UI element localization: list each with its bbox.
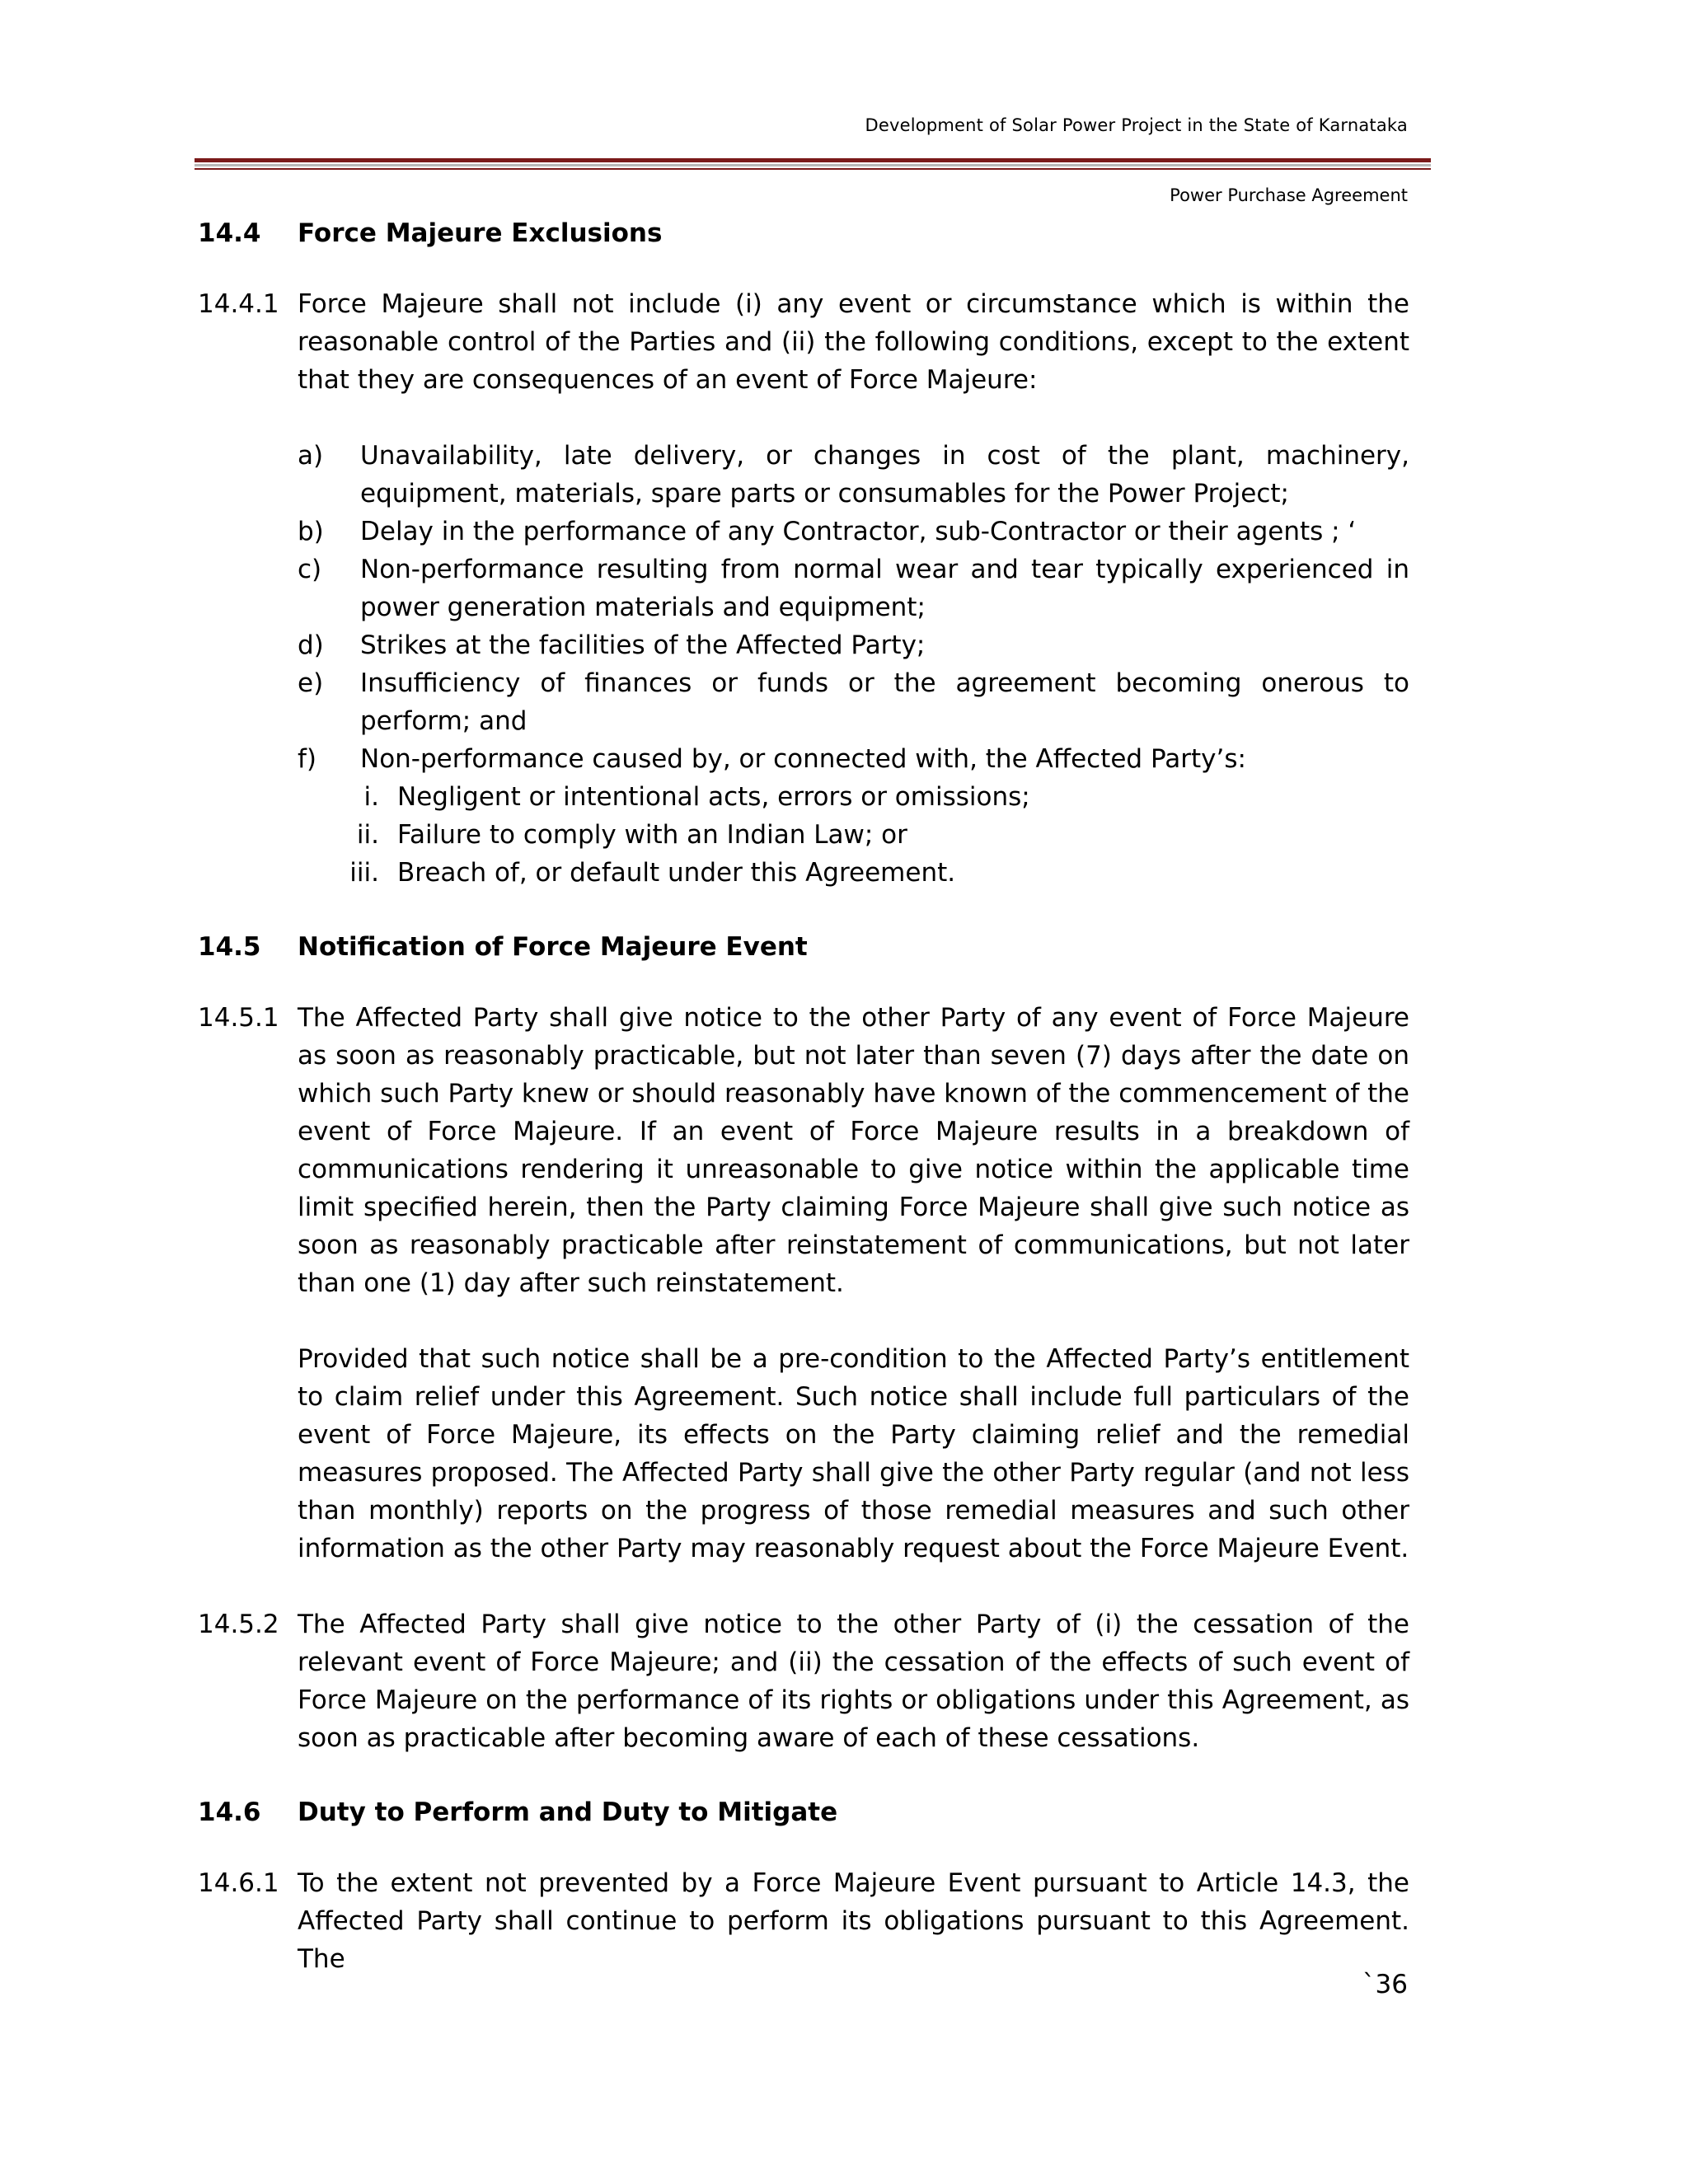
section-number: 14.6 xyxy=(198,1797,261,1827)
sublist-marker: iii. xyxy=(349,858,379,888)
list-item-a xyxy=(298,437,1409,513)
list-marker: a) xyxy=(298,441,324,471)
document-body xyxy=(198,214,1409,1978)
exclusions-list xyxy=(298,437,1409,892)
list-item-text: Non-performance resulting from normal wear and tear typically experienced in power generation materials and equipment; xyxy=(360,555,1409,622)
clause-text: To the extent not prevented by a Force Majeure Event pursuant to Article 14.3, the Affected Party shall continue to perform its obligations pursuant to this Agreement. The xyxy=(298,1868,1409,1974)
list-item-text: Insufficiency of finances or funds or the agreement becoming onerous to perform; and xyxy=(360,668,1409,736)
header-rule-middle xyxy=(195,164,1431,166)
clause-text: The Affected Party shall give notice to the other Party of any event of Force Majeure as soon as reasonably practicable, but not later than seven (7) days after the date on which such Party knew or should reasonably have known of the commencement of the event of Force Majeure. If an event of Force Majeure results in a breakdown of communications rendering it unreasonable to give notice within the applicable time limit specified herein, then the Party claiming Force Majeure shall give such notice as soon as reasonably practicable after reinstatement of communications, but not later than one (1) day after such reinstatement. xyxy=(298,1003,1409,1298)
clause-text: Force Majeure shall not include (i) any event or circumstance which is within the reasonable control of the Parties and (ii) the following conditions, except to the extent that they are consequences of an event of Force Majeure: xyxy=(298,289,1409,395)
clause-14-6-1 xyxy=(198,1864,1409,1978)
list-item-e xyxy=(298,664,1409,740)
clause-14-4-1 xyxy=(198,285,1409,399)
clause-14-5-2 xyxy=(198,1605,1409,1757)
clause-number: 14.5.2 xyxy=(198,1610,279,1639)
list-item-c xyxy=(298,551,1409,626)
list-item-text: Non-performance caused by, or connected with, the Affected Party’s: xyxy=(360,744,1246,774)
section-title: Duty to Perform and Duty to Mitigate xyxy=(298,1797,838,1827)
header-rule-top xyxy=(195,158,1431,162)
header-rule-bottom xyxy=(195,168,1431,170)
clause-number: 14.6.1 xyxy=(198,1868,279,1898)
list-marker: b) xyxy=(298,517,324,546)
running-header-subtitle: Power Purchase Agreement xyxy=(1170,185,1408,205)
list-marker: c) xyxy=(298,555,322,584)
sublist-item-text: Failure to comply with an Indian Law; or xyxy=(397,820,907,850)
list-item-f xyxy=(298,740,1409,778)
section-title: Force Majeure Exclusions xyxy=(298,218,663,248)
section-title: Notification of Force Majeure Event xyxy=(298,932,808,962)
section-heading-14-6 xyxy=(198,1793,1409,1831)
section-heading-14-5 xyxy=(198,928,1409,966)
list-item-text: Unavailability, late delivery, or changes in cost of the plant, machinery, equipment, materials, spare parts or consumables for the Power Project; xyxy=(360,441,1409,509)
list-item-d xyxy=(298,626,1409,664)
list-marker: d) xyxy=(298,630,324,660)
list-marker: e) xyxy=(298,668,324,698)
section-number: 14.5 xyxy=(198,932,261,962)
list-item-text: Strikes at the facilities of the Affected Party; xyxy=(360,630,926,660)
list-marker: f) xyxy=(298,744,317,774)
sublist-item-text: Breach of, or default under this Agreement. xyxy=(397,858,956,888)
page-number: `36 xyxy=(1362,1970,1408,1999)
sublist-marker: ii. xyxy=(356,820,379,850)
clause-14-5-1 xyxy=(198,999,1409,1302)
clause-text: The Affected Party shall give notice to the other Party of (i) the cessation of the relevant event of Force Majeure; and (ii) the cessation of the effects of such event of Force Majeure on the performance of its rights or obligations under this Agreement, as soon as practicable after becoming aware of each of these cessations. xyxy=(298,1610,1409,1753)
list-item-b xyxy=(298,513,1409,551)
section-heading-14-4 xyxy=(198,214,1409,252)
clause-number: 14.4.1 xyxy=(198,289,279,319)
clause-14-5-1-proviso: Provided that such notice shall be a pre-condition to the Affected Party’s entitlement to claim relief under this Agreement. Such notice shall include full particulars of the event of Force Majeure, its effects on the Party claiming relief and the remedial measures proposed. The Affected Party shall give the other Party regular (and not less than monthly) reports on the progress of those remedial measures and such other information as the other Party may reasonably request about the Force Majeure Event. xyxy=(298,1344,1409,1563)
clause-number: 14.5.1 xyxy=(198,1003,279,1033)
running-header-title: Development of Solar Power Project in the State of Karnataka xyxy=(865,115,1408,135)
sublist-item-iii xyxy=(298,854,1409,892)
sublist-item-i xyxy=(298,778,1409,816)
section-number: 14.4 xyxy=(198,218,261,248)
sublist-item-ii xyxy=(298,816,1409,854)
sublist-marker: i. xyxy=(363,782,379,812)
list-item-text: Delay in the performance of any Contractor, sub-Contractor or their agents ; ‘ xyxy=(360,517,1357,546)
sublist-item-text: Negligent or intentional acts, errors or omissions; xyxy=(397,782,1030,812)
